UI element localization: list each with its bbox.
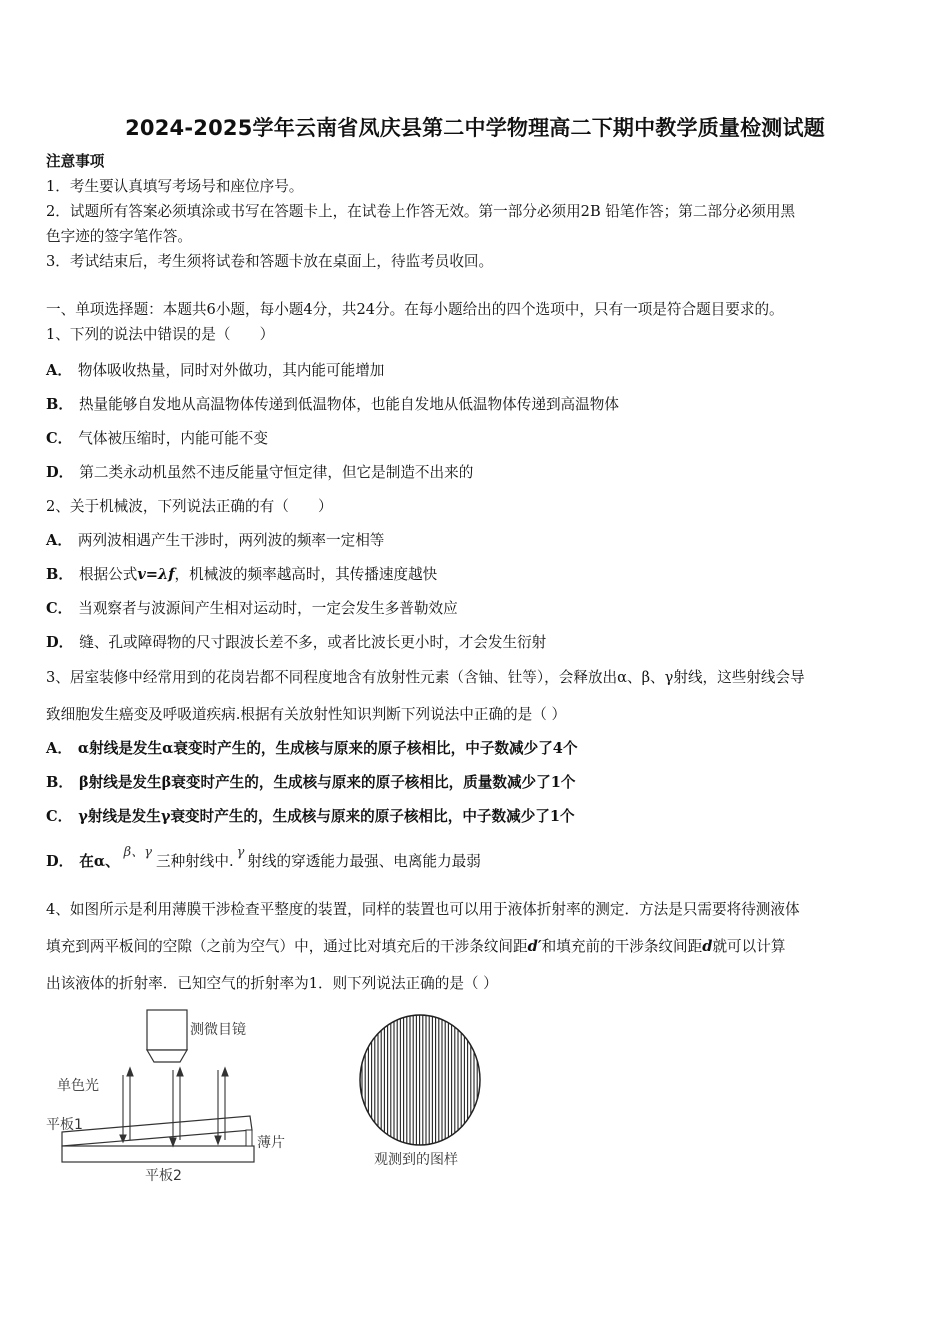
option-key: C．	[46, 600, 73, 617]
q2-option-b	[46, 565, 437, 585]
option-text: 热量能够自发地从高温物体传递到低温物体，也能自发地从低温物体传递到高温物体	[78, 396, 619, 413]
notice-item: 色字迹的签字笔作答。	[46, 228, 192, 245]
q3-option-d	[46, 845, 481, 873]
option-key: A．	[46, 740, 72, 757]
stem-text: 就可以计算	[712, 938, 786, 955]
option-text: β射线是发生β衰变时产生的，生成核与原来的原子核相比，质量数减少了1个	[78, 774, 576, 791]
fringe-pattern	[360, 1010, 480, 1150]
notice-heading: 注意事项	[46, 153, 105, 170]
option-text: 根据公式	[78, 566, 138, 583]
option-text: γ射线是发生γ衰变时产生的，生成核与原来的原子核相比，中子数减少了1个	[78, 808, 575, 825]
plate-2	[62, 1146, 254, 1162]
q1-option-c	[46, 429, 268, 449]
question-2-stem: 2、关于机械波，下列说法正确的有（ ）	[46, 498, 333, 515]
notice-item: 1．考生要认真填写考场号和座位序号。	[46, 178, 304, 195]
q1-option-d	[46, 463, 473, 483]
q3-option-a	[46, 739, 578, 759]
option-key: B．	[46, 774, 73, 791]
option-key: B．	[46, 396, 73, 413]
page-title: 2024-2025学年云南省凤庆县第二中学物理高二下期中教学质量检测试题	[125, 116, 825, 140]
stem-text: 填充到两平板间的空隙（之前为空气）中，通过比对填充后的干涉条纹间距	[46, 938, 528, 955]
option-text: 缝、孔或障碍物的尺寸跟波长差不多，或者比波长更小时，才会发生衍射	[79, 634, 547, 651]
option-text: 物体吸收热量，同时对外做功，其内能可能增加	[77, 362, 385, 379]
option-text: ，机械波的频率越高时，其传播速度越快	[174, 566, 438, 583]
question-3-stem: 3、居室装修中经常用到的花岗岩都不同程度地含有放射性元素（含铀、钍等），会释放出α、β、γ射线，这些射线会导	[46, 669, 805, 686]
plate-1	[62, 1116, 252, 1146]
section-heading: 一、单项选择题：本题共6小题，每小题4分，共24分。在每小题给出的四个选项中，只有一项是符合题目要求的。	[46, 301, 784, 318]
q1-option-b	[46, 395, 619, 415]
option-text: 第二类永动机虽然不违反能量守恒定律，但它是制造不出来的	[79, 464, 474, 481]
option-key: D．	[46, 464, 74, 481]
greek-symbol: γ	[236, 845, 245, 860]
label-plate-1: 平板1	[46, 1117, 83, 1133]
option-text: 在α、	[79, 853, 120, 870]
question-4-stem: 4、如图所示是利用薄膜干涉检查平整度的装置，同样的装置也可以用于液体折射率的测定．方法是只需要将待测液体	[46, 901, 800, 918]
thin-film-interference-figure	[40, 1000, 510, 1200]
notice-item: 3．考试结束后，考生须将试卷和答题卡放在桌面上，待监考员收回。	[46, 253, 494, 270]
option-key: A．	[46, 362, 72, 379]
option-key: D．	[46, 853, 74, 870]
question-4-stem: 出该液体的折射率．已知空气的折射率为1．则下列说法正确的是（ ）	[46, 975, 498, 992]
label-plate-2: 平板2	[145, 1168, 182, 1184]
question-1-stem: 1、下列的说法中错误的是（ ）	[46, 326, 275, 343]
q2-option-d	[46, 633, 546, 653]
option-key: B．	[46, 566, 73, 583]
q3-option-b	[46, 773, 575, 793]
question-4-stem	[46, 937, 785, 957]
question-3-stem: 致细胞发生癌变及呼吸道疾病.根据有关放射性知识判断下列说法中正确的是（ ）	[46, 706, 567, 723]
greek-symbols: β、γ	[123, 845, 152, 860]
symbol-d-prime: d′	[527, 938, 542, 955]
notice-item: 2．试题所有答案必须填涂或书写在答题卡上，在试卷上作答无效。第一部分必须用2B 铅笔作答；第二部分必须用黑	[46, 203, 796, 220]
option-key: C．	[46, 808, 73, 825]
option-key: C．	[46, 430, 73, 447]
label-shim: 薄片	[257, 1135, 285, 1151]
stem-text: 和填充前的干涉条纹间距	[541, 938, 703, 955]
label-microscope: 测微目镜	[190, 1022, 246, 1038]
option-text: 当观察者与波源间产生相对运动时，一定会发生多普勒效应	[78, 600, 458, 617]
symbol-d: d	[702, 938, 713, 955]
label-observed-pattern: 观测到的图样	[374, 1152, 458, 1168]
q2-option-a	[46, 531, 384, 551]
label-monochromatic-light: 单色光	[57, 1078, 99, 1094]
option-text: 三种射线中.	[155, 853, 234, 870]
shim	[246, 1130, 252, 1146]
formula: v=λf	[137, 566, 175, 583]
option-text: 两列波相遇产生干涉时，两列波的频率一定相等	[77, 532, 385, 549]
option-text: 射线的穿透能力最强、电离能力最弱	[247, 853, 481, 870]
option-key: A．	[46, 532, 72, 549]
option-text: α射线是发生α衰变时产生的，生成核与原来的原子核相比，中子数减少了4个	[77, 740, 578, 757]
q2-option-c	[46, 599, 458, 619]
microscope-eyepiece	[147, 1010, 187, 1062]
q1-option-a	[46, 361, 384, 381]
q3-option-c	[46, 807, 575, 827]
option-key: D．	[46, 634, 74, 651]
option-text: 气体被压缩时，内能可能不变	[78, 430, 268, 447]
